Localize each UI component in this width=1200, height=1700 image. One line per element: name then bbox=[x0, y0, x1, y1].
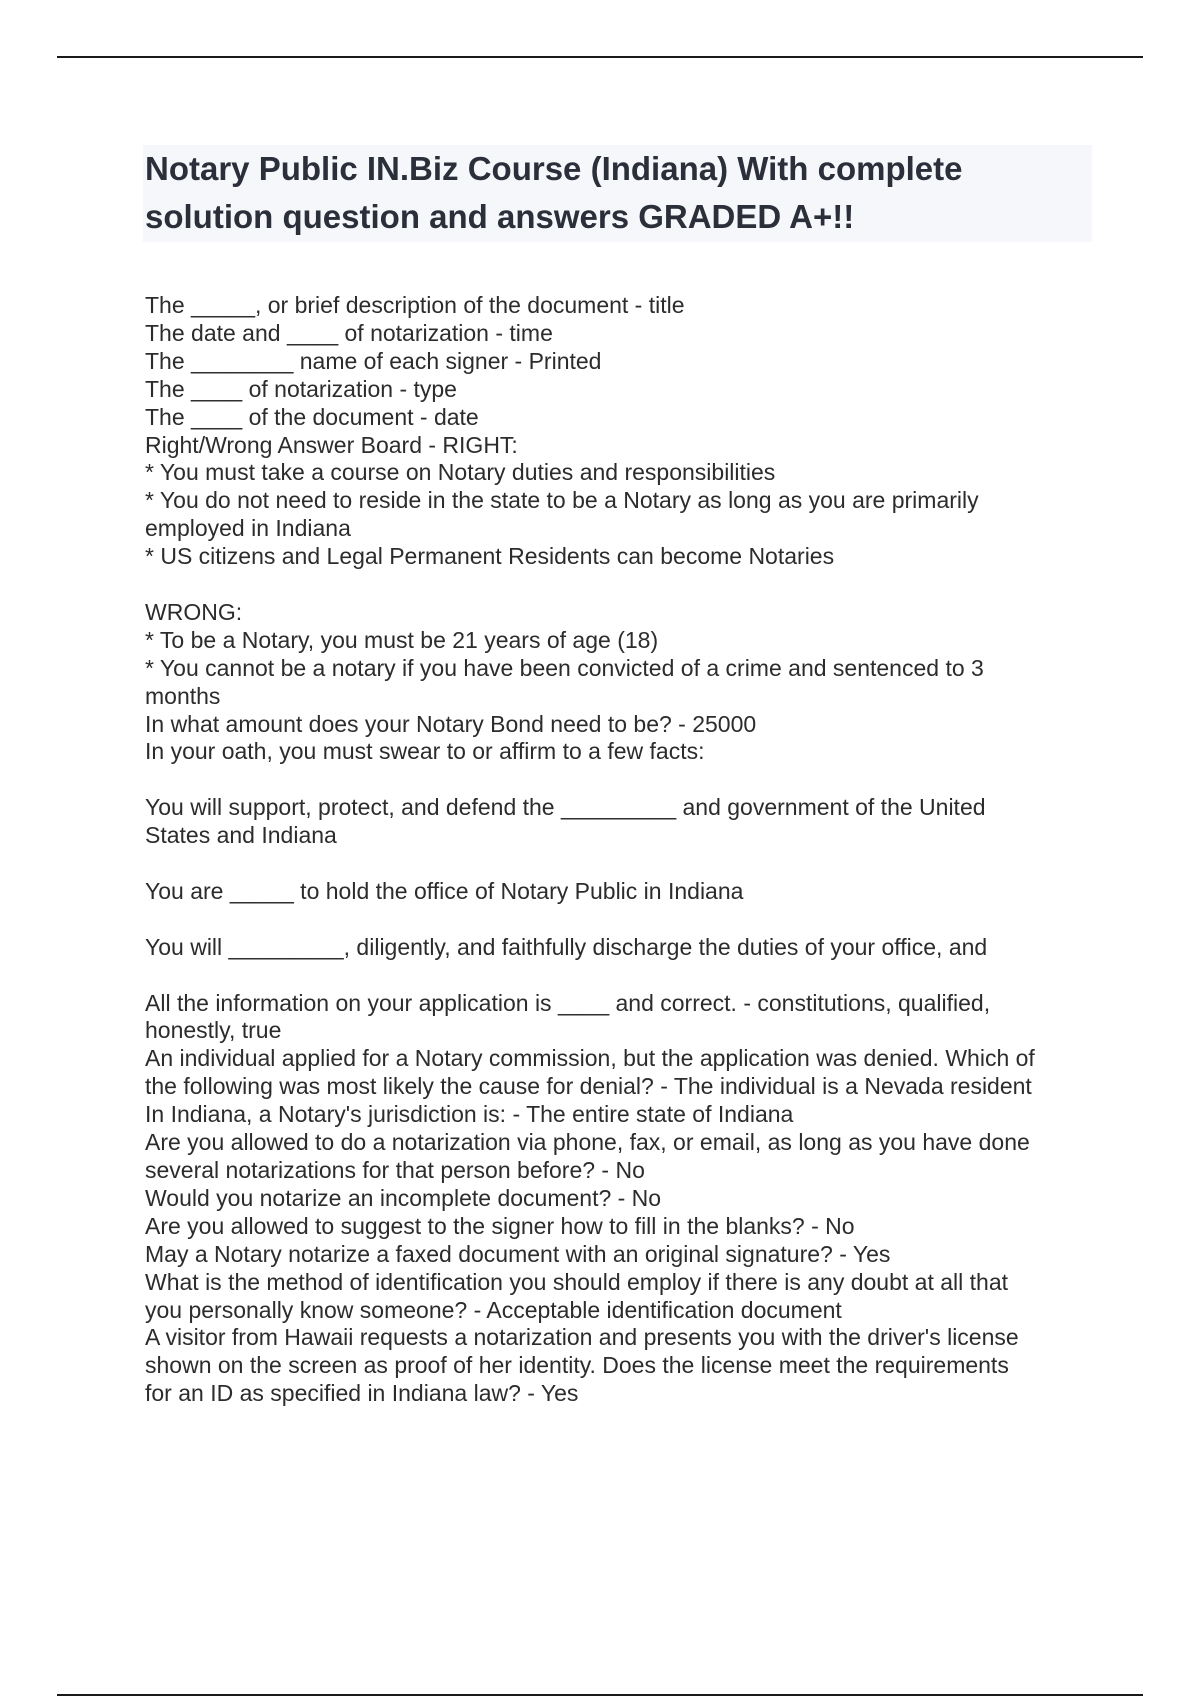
document-body bbox=[145, 292, 1095, 1408]
text-line: States and Indiana bbox=[145, 822, 337, 849]
blank-line bbox=[145, 906, 1095, 934]
text-line: you personally know someone? - Acceptable identification document bbox=[145, 1296, 842, 1323]
text-line: * US citizens and Legal Permanent Residents can become Notaries bbox=[145, 543, 835, 570]
text-line: A visitor from Hawaii requests a notarization and presents you with the driver's license bbox=[145, 1324, 1019, 1351]
blank-line bbox=[145, 962, 1095, 990]
text-line: Would you notarize an incomplete document? - No bbox=[145, 1184, 662, 1211]
text-line: May a Notary notarize a faxed document with an original signature? - Yes bbox=[145, 1240, 891, 1267]
blank-line bbox=[145, 571, 1095, 599]
text-line: The _____, or brief description of the document - title bbox=[145, 292, 685, 318]
title-line: solution question and answers GRADED A+!! bbox=[145, 198, 855, 235]
text-line: You will _________, diligently, and faithfully discharge the duties of your office, and bbox=[145, 933, 988, 960]
text-line: months bbox=[145, 682, 221, 709]
text-line: The ____ of the document - date bbox=[145, 403, 479, 430]
top-rule bbox=[57, 56, 1143, 58]
blank-line bbox=[145, 850, 1095, 878]
text-line: What is the method of identification you should employ if there is any doubt at all that bbox=[145, 1268, 1008, 1295]
text-line: * To be a Notary, you must be 21 years of age (18) bbox=[145, 626, 659, 653]
text-line: several notarizations for that person before? - No bbox=[145, 1157, 645, 1184]
bottom-rule bbox=[57, 1694, 1143, 1696]
text-line: the following was most likely the cause for denial? - The individual is a Nevada resident bbox=[145, 1073, 1032, 1100]
text-line: You will support, protect, and defend the _________ and government of the United bbox=[145, 794, 986, 821]
document-title bbox=[145, 145, 1092, 241]
text-line: Are you allowed to suggest to the signer how to fill in the blanks? - No bbox=[145, 1212, 855, 1239]
text-line: You are _____ to hold the office of Notary Public in Indiana bbox=[145, 877, 744, 904]
title-line: Notary Public IN.Biz Course (Indiana) With complete bbox=[145, 150, 963, 187]
text-line: Are you allowed to do a notarization via phone, fax, or email, as long as you have done bbox=[145, 1129, 1030, 1156]
text-line: * You must take a course on Notary duties and responsibilities bbox=[145, 459, 776, 486]
text-line: All the information on your application is ____ and correct. - constitutions, qualified, bbox=[145, 989, 991, 1016]
text-line: In Indiana, a Notary's jurisdiction is: - The entire state of Indiana bbox=[145, 1101, 794, 1128]
blank-line bbox=[145, 766, 1095, 794]
title-block bbox=[143, 145, 1092, 242]
text-line: The date and ____ of notarization - time bbox=[145, 319, 553, 346]
text-line: employed in Indiana bbox=[145, 515, 351, 542]
text-line: The ________ name of each signer - Printed bbox=[145, 347, 602, 374]
text-line: Right/Wrong Answer Board - RIGHT: bbox=[145, 431, 518, 458]
text-line: * You cannot be a notary if you have been convicted of a crime and sentenced to 3 bbox=[145, 654, 984, 681]
text-line: In your oath, you must swear to or affirm to a few facts: bbox=[145, 738, 705, 765]
text-line: In what amount does your Notary Bond need to be? - 25000 bbox=[145, 710, 757, 737]
text-line: * You do not need to reside in the state to be a Notary as long as you are primarily bbox=[145, 487, 979, 514]
text-line: for an ID as specified in Indiana law? - Yes bbox=[145, 1380, 579, 1407]
text-line: The ____ of notarization - type bbox=[145, 375, 457, 402]
text-line: An individual applied for a Notary commission, but the application was denied. Which of bbox=[145, 1045, 1035, 1072]
text-line: honestly, true bbox=[145, 1017, 282, 1044]
text-line: shown on the screen as proof of her identity. Does the license meet the requirements bbox=[145, 1352, 1009, 1379]
text-line: WRONG: bbox=[145, 598, 243, 625]
